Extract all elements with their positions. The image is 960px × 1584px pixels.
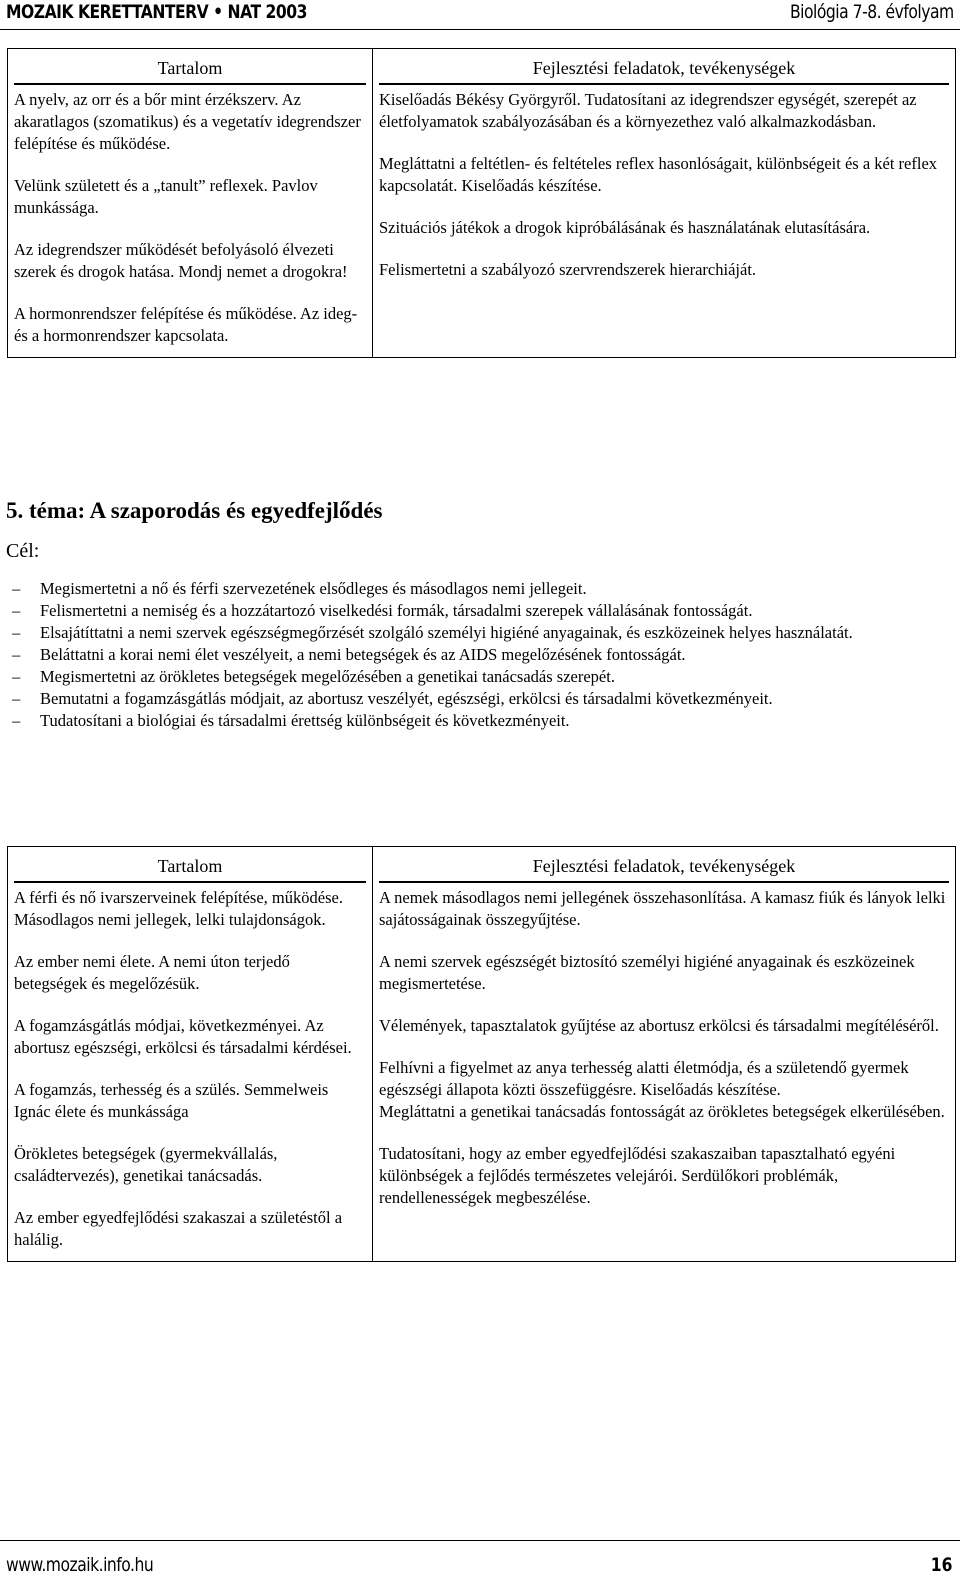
curriculum-table-2 — [7, 846, 956, 1262]
goal-item — [12, 644, 948, 666]
goal-item — [12, 688, 948, 710]
table1-content-item: A nyelv, az orr és a bőr mint érzékszerv. Az akaratlagos (szomatikus) és a vegetatív idegrendszer felépítése és működése. — [14, 90, 361, 153]
table2-task-item: A nemi szervek egészségét biztosító személyi higiéné anyagainak és eszközeinek megismertetése. — [379, 952, 915, 993]
footer-rule — [0, 1540, 960, 1541]
goal-item — [12, 710, 948, 732]
goal-item — [12, 622, 948, 644]
table1-header-content: Tartalom — [8, 49, 373, 82]
table1-content-item: Az idegrendszer működését befolyásoló élvezeti szerek és drogok hatása. Mondj nemet a drogokra! — [14, 240, 348, 281]
dash-bullet: – — [12, 645, 21, 664]
goal-text: Beláttatni a korai nemi élet veszélyeit, a nemi betegségek és az AIDS megelőzésének fontosságát. — [40, 645, 686, 664]
goal-item — [12, 666, 948, 688]
header-series-title: MOZAIK KERETTANTERV • NAT 2003 — [6, 1, 307, 23]
table2-content-item: A férfi és nő ivarszerveinek felépítése, működése. Másodlagos nemi jellegek, lelki tulajdonságok. — [14, 888, 343, 929]
header-divider — [379, 83, 949, 85]
header-divider — [14, 881, 366, 883]
table2-content-item: A fogamzásgátlás módjai, következményei. Az abortusz egészségi, erkölcsi és társadalmi kérdései. — [14, 1016, 352, 1057]
table1-header-tasks: Fejlesztési feladatok, tevékenységek — [373, 49, 956, 82]
header-rule — [0, 29, 960, 30]
table2-task-item: Tudatosítani, hogy az ember egyedfejlődési szakaszaiban tapasztalható egyéni különbségek a fejlődés természetes velejárói. Serdülőkori problémák, rendellenességek megbeszélése. — [379, 1144, 896, 1207]
table1-task-item: Megláttatni a feltétlen- és feltételes reflex hasonlóságait, különbségeit és a két reflex kapcsolatát. Kiselőadás készítése. — [379, 154, 938, 195]
goal-label: Cél: — [6, 540, 40, 562]
page-number: 16 — [930, 1554, 952, 1576]
table1-tasks-cell — [373, 81, 956, 358]
table2-task-item: A nemek másodlagos nemi jellegének összehasonlítása. A kamasz fiúk és lányok lelki sajátosságainak összegyűjtése. — [379, 888, 946, 929]
dash-bullet: – — [12, 689, 21, 708]
header-divider — [14, 83, 366, 85]
table1-content-cell — [8, 81, 373, 358]
table1-task-item: Szituációs játékok a drogok kipróbálásának és használatának elutasítására. — [379, 218, 871, 237]
goal-text: Megismertetni az örökletes betegségek megelőzésében a genetikai tanácsadás szerepét. — [40, 667, 615, 686]
table2-content-item: Az ember egyedfejlődési szakaszai a születéstől a halálig. — [14, 1208, 343, 1249]
table2-tasks-cell — [373, 879, 956, 1262]
header-subject-title: Biológia 7-8. évfolyam — [790, 1, 954, 23]
table2-task-item: Felhívni a figyelmet az anya terhesség alatti életmódja, és a születendő gyermek egészségi állapota közti összefüggésre. Kiselőadás készítése. — [379, 1058, 909, 1099]
table1-content-item: Velünk született és a „tanult” reflexek. Pavlov munkássága. — [14, 176, 318, 217]
goal-text: Elsajátíttatni a nemi szervek egészségmegőrzését szolgáló személyi higiéné anyagainak, és eszközeinek helyes használatát. — [40, 623, 853, 642]
table2-content-item: Az ember nemi élete. A nemi úton terjedő betegségek és megelőzésük. — [14, 952, 290, 993]
goal-text: Felismertetni a nemiség és a hozzátartozó viselkedési formák, társadalmi szerepek vállalásának fontosságát. — [40, 601, 753, 620]
goal-item — [12, 600, 948, 622]
table1-content-item: A hormonrendszer felépítése és működése. Az ideg- és a hormonrendszer kapcsolata. — [14, 304, 358, 345]
goal-text: Megismertetni a nő és férfi szervezetének elsődleges és másodlagos nemi jellegeit. — [40, 579, 587, 598]
goal-list — [12, 578, 948, 732]
page-header — [0, 0, 960, 30]
curriculum-table-1 — [7, 48, 956, 358]
table2-content-item: A fogamzás, terhesség és a szülés. Semmelweis Ignác élete és munkássága — [14, 1080, 329, 1121]
dash-bullet: – — [12, 623, 21, 642]
table2-task-item: Vélemények, tapasztalatok gyűjtése az abortusz erkölcsi és társadalmi megítéléséről. — [379, 1016, 939, 1035]
header-divider — [379, 881, 949, 883]
table2-content-item: Örökletes betegségek (gyermekvállalás, családtervezés), genetikai tanácsadás. — [14, 1144, 278, 1185]
dash-bullet: – — [12, 579, 21, 598]
table1-task-item: Felismertetni a szabályozó szervrendszerek hierarchiáját. — [379, 260, 757, 279]
table2-header-tasks: Fejlesztési feladatok, tevékenységek — [373, 847, 956, 880]
dash-bullet: – — [12, 711, 21, 730]
page-footer — [0, 1540, 960, 1584]
table2-content-cell — [8, 879, 373, 1262]
table2-header-content: Tartalom — [8, 847, 373, 880]
dash-bullet: – — [12, 601, 21, 620]
goal-text: Bemutatni a fogamzásgátlás módjait, az abortusz veszélyét, egészségi, erkölcsi és társadalmi következményeit. — [40, 689, 773, 708]
goal-text: Tudatosítani a biológiai és társadalmi érettség különbségeit és következményeit. — [40, 711, 570, 730]
topic-title: 5. téma: A szaporodás és egyedfejlődés — [6, 498, 383, 523]
footer-url: www.mozaik.info.hu — [6, 1554, 154, 1576]
table2-task-item: Megláttatni a genetikai tanácsadás fontosságát az örökletes betegségek elkerülésében. — [379, 1102, 945, 1121]
table1-task-item: Kiselőadás Békésy Györgyről. Tudatosítani az idegrendszer egységét, szerepét az életfolyamatok szabályozásában és a környezethez való alkalmazkodásban. — [379, 90, 917, 131]
dash-bullet: – — [12, 667, 21, 686]
goal-item — [12, 578, 948, 600]
